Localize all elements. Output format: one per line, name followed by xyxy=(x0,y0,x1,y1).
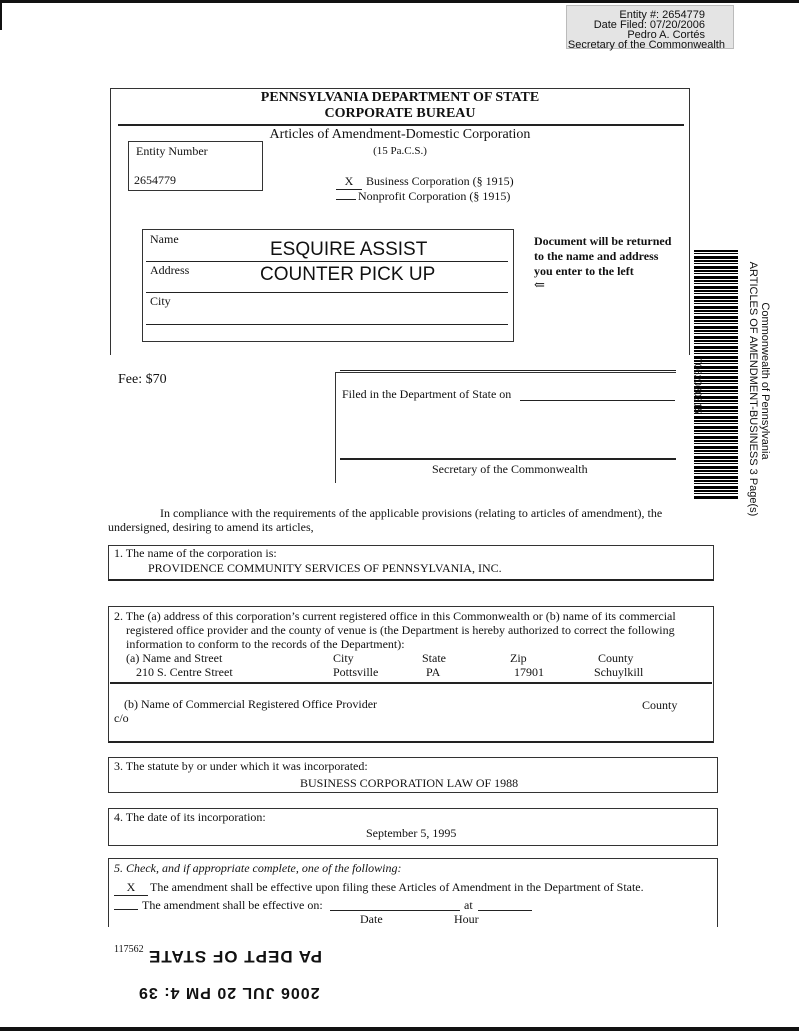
office-zip[interactable]: 17901 xyxy=(514,665,544,679)
section-5-label: 5. Check, and if appropriate complete, one of the following: xyxy=(114,861,402,875)
business-check-mark: X xyxy=(344,174,354,188)
return-name-label: Name xyxy=(150,232,179,246)
page-left-border xyxy=(0,0,2,30)
option-2-label: The amendment shall be effective on: xyxy=(142,898,323,912)
stamp-date-filed: Date Filed: 07/20/2006 xyxy=(593,19,705,31)
office-street[interactable]: 210 S. Centre Street xyxy=(136,665,233,679)
entity-number-value[interactable]: 2654779 xyxy=(134,173,176,187)
effective-date-line[interactable] xyxy=(330,910,460,911)
section-2-line-2: registered office provider and the county of venue is (the Department is hereby authorized to correct the following xyxy=(126,623,675,637)
secretary-label: Secretary of the Commonwealth xyxy=(432,462,588,476)
barcode-number: T062020315 xyxy=(691,357,703,414)
intro-line-1: In compliance with the requirements of the applicable provisions (relating to articles of amendment), the xyxy=(160,506,663,520)
return-city-line xyxy=(146,324,508,325)
secretary-signature-line xyxy=(340,458,676,460)
nonprofit-check[interactable] xyxy=(336,199,356,200)
entity-number-label: Entity Number xyxy=(136,144,208,158)
side-articles: ARTICLES OF AMENDMENT-BUSINESS 3 Page(s) xyxy=(747,261,759,517)
section-2-address-rule xyxy=(110,682,712,684)
return-city-label: City xyxy=(150,294,171,308)
effective-hour-line[interactable] xyxy=(478,910,532,911)
corporation-name[interactable]: PROVIDENCE COMMUNITY SERVICES OF PENNSYLVANIA, INC. xyxy=(148,561,502,575)
business-corp-label: Business Corporation (§ 1915) xyxy=(366,174,514,188)
filed-date-line xyxy=(520,400,675,401)
return-address-value[interactable]: COUNTER PICK UP xyxy=(260,264,436,285)
return-notice-1: Document will be returned xyxy=(534,234,672,248)
col-zip: Zip xyxy=(510,651,527,665)
footer-code: 117562 xyxy=(114,944,144,955)
col-county: County xyxy=(598,651,634,665)
filing-top-rule xyxy=(340,370,676,371)
left-arrow-icon: ⇐ xyxy=(534,277,545,292)
option-1-check[interactable] xyxy=(114,880,148,896)
incorporation-date[interactable]: September 5, 1995 xyxy=(366,826,457,840)
section-2-line-1: 2. The (a) address of this corporation’s current registered office in this Commonwealth or (b) name of its commercial xyxy=(114,609,676,623)
office-state[interactable]: PA xyxy=(426,665,441,679)
office-county[interactable]: Schuylkill xyxy=(594,665,644,679)
provider-co: c/o xyxy=(114,711,129,725)
page-bottom-border xyxy=(0,1027,799,1031)
intro-line-2: undersigned, desiring to amend its articles, xyxy=(108,520,314,534)
return-address-line xyxy=(146,292,508,293)
provider-county-label: County xyxy=(642,698,678,712)
business-check[interactable] xyxy=(336,174,362,190)
stamp-title: Secretary of the Commonwealth xyxy=(567,39,725,51)
section-4-label: 4. The date of its incorporation: xyxy=(114,810,266,824)
at-label: at xyxy=(464,898,473,912)
col-state: State xyxy=(422,651,446,665)
statute-ref: (15 Pa.C.S.) xyxy=(373,145,427,157)
return-name-value[interactable]: ESQUIRE ASSIST xyxy=(270,239,428,260)
side-commonwealth: Commonwealth of Pennsylvania xyxy=(759,302,771,460)
return-name-line xyxy=(146,261,508,262)
bureau-title: CORPORATE BUREAU xyxy=(324,106,476,121)
dept-of-state-stamp: PA DEPT OF STATE xyxy=(148,947,323,966)
filing-stamp xyxy=(566,5,734,49)
received-date-stamp: 2006 JUL 20 PM 4: 39 xyxy=(138,984,320,1001)
section-3-label: 3. The statute by or under which it was incorporated: xyxy=(114,759,368,773)
date-label: Date xyxy=(360,912,383,926)
header-rule xyxy=(118,124,684,126)
fee-label: Fee: $70 xyxy=(118,372,167,387)
return-notice-2: to the name and address xyxy=(534,249,659,263)
form-title: Articles of Amendment-Domestic Corporation xyxy=(269,127,531,142)
page-top-border xyxy=(0,0,799,3)
option-1-label: The amendment shall be effective upon filing these Articles of Amendment in the Department of State. xyxy=(150,880,644,894)
provider-label: (b) Name of Commercial Registered Office Provider xyxy=(124,697,378,711)
section-1-label: 1. The name of the corporation is: xyxy=(114,546,277,560)
filed-label: Filed in the Department of State on xyxy=(342,387,512,401)
incorporation-statute[interactable]: BUSINESS CORPORATION LAW OF 1988 xyxy=(300,776,519,790)
stamp-entity: Entity #: 2654779 xyxy=(619,9,705,21)
option-1-mark: X xyxy=(126,880,136,894)
return-address-label: Address xyxy=(150,263,190,277)
col-city: City xyxy=(333,651,354,665)
section-2-line-3: information to conform to the records of the Department): xyxy=(126,637,405,651)
office-city[interactable]: Pottsville xyxy=(333,665,379,679)
dept-title: PENNSYLVANIA DEPARTMENT OF STATE xyxy=(260,90,540,105)
return-notice-3: you enter to the left xyxy=(534,264,634,278)
nonprofit-corp-label: Nonprofit Corporation (§ 1915) xyxy=(358,189,511,203)
stamp-name: Pedro A. Cortés xyxy=(627,29,705,41)
hour-label: Hour xyxy=(454,912,479,926)
option-2-check[interactable] xyxy=(114,909,138,910)
col-name-street: (a) Name and Street xyxy=(126,651,223,665)
